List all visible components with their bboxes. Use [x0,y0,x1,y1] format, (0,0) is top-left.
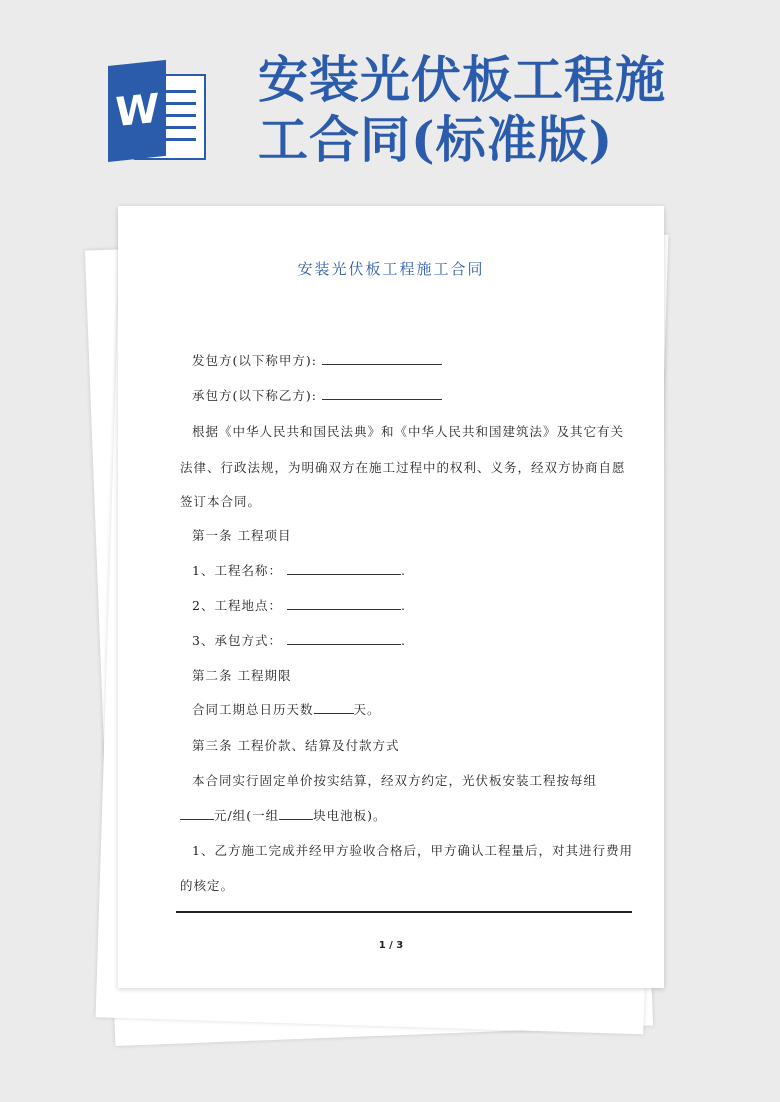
paragraph: 根据《中华人民共和国民法典》和《中华人民共和国建筑法》及其它有关 [192,424,625,439]
page-number: 1 / 3 [378,940,404,951]
project-name-line: 1、工程名称： . [192,563,406,578]
footer-divider [176,911,632,913]
project-location-line: 2、工程地点： . [192,598,406,613]
paragraph: 签订本合同。 [180,494,262,509]
panel-count-blank [279,806,313,820]
word-logo [108,66,208,162]
paragraph: 本合同实行固定单价按实结算，经双方约定，光伏板安装工程按每组 [192,773,598,788]
title-line-2: 工合同(标准版) [258,110,614,169]
page-title [258,50,758,170]
party-b-line: 承包方(以下称乙方): [192,386,632,404]
duration-blank [314,700,354,714]
contract-mode-blank [287,631,401,645]
word-icon: W [108,60,166,162]
project-name-blank [287,561,401,575]
document-page [118,206,664,988]
contract-mode-line: 3、承包方式： . [192,633,406,648]
party-a-line: 发包方(以下称甲方): [192,351,632,369]
paragraph: 法律、行政法规，为明确双方在施工过程中的权利、义务，经双方协商自愿 [180,460,626,475]
section-heading: 第三条 工程价款、结算及付款方式 [192,738,400,753]
paragraph: 1、乙方施工完成并经甲方验收合格后，甲方确认工程量后，对其进行费用 [192,843,633,858]
project-location-blank [287,596,401,610]
paragraph: 的核定。 [180,878,235,893]
title-line-1: 安装光伏板工程施 [258,50,666,109]
document-title: 安装光伏板工程施工合同 [297,260,485,278]
section-heading: 第一条 工程项目 [192,528,292,543]
unit-price-line: 元/组(一组 块电池板)。 [180,806,620,824]
party-b-blank [322,386,442,400]
unit-price-blank [180,806,214,820]
party-a-blank [322,351,442,365]
duration-line: 合同工期总日历天数 天。 [192,702,381,717]
section-heading: 第二条 工程期限 [192,668,292,683]
